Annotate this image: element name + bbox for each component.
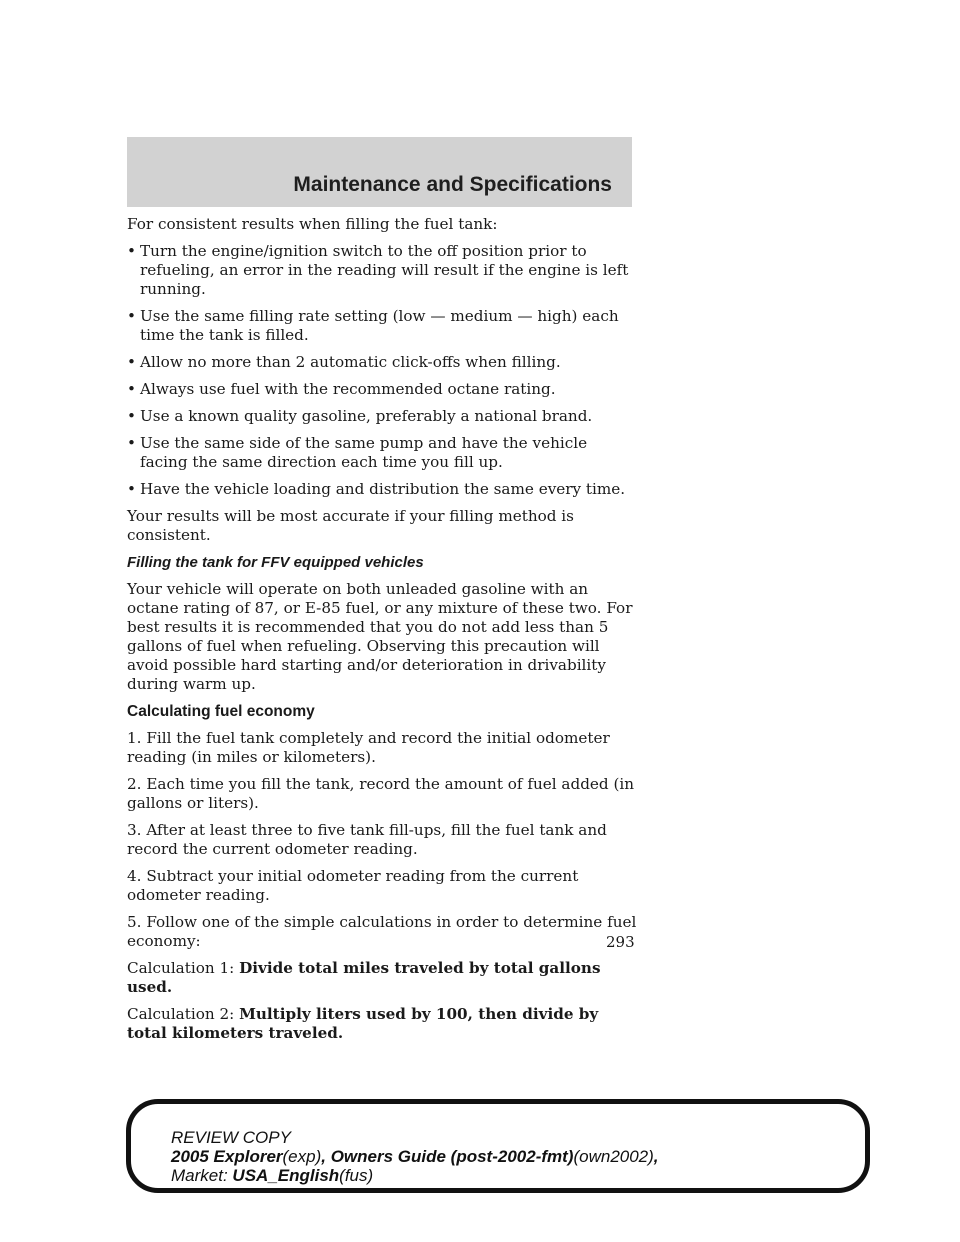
calculation-1-label: Calculation 1: bbox=[127, 959, 235, 977]
model-code: (exp) bbox=[282, 1147, 322, 1166]
intro-text: For consistent results when filling the fuel tank: bbox=[127, 215, 498, 233]
list-item: • Use a known quality gasoline, preferably a national brand. bbox=[127, 407, 637, 426]
separator: , bbox=[321, 1147, 331, 1166]
review-copy-text bbox=[171, 1128, 659, 1185]
step-4: 4. Subtract your initial odometer reading from the current odometer reading. bbox=[127, 867, 579, 904]
market-line bbox=[171, 1166, 659, 1185]
calculation-1-text: Divide total miles traveled by total gallons used. bbox=[127, 959, 601, 996]
list-item: • Turn the engine/ignition switch to the off position prior to refueling, an error in the reading will result if the engine is left running. bbox=[127, 242, 637, 299]
header-band bbox=[127, 137, 632, 207]
step-1: 1. Fill the fuel tank completely and record the initial odometer reading (in miles or kilometers). bbox=[127, 729, 610, 766]
page-number: 293 bbox=[606, 933, 635, 951]
fuel-economy-heading: Calculating fuel economy bbox=[127, 703, 315, 720]
ffv-body: Your vehicle will operate on both unleaded gasoline with an octane rating of 87, or E-85 fuel, or any mixture of these two. For best results it is recommended that you do not add less than 5 gallons of fuel when refueling. Observing this precaution will avoid possible hard starting and/or deterioration in drivability during warm up. bbox=[127, 580, 633, 693]
list-item: • Always use fuel with the recommended octane rating. bbox=[127, 380, 637, 399]
consistency-note: Your results will be most accurate if your filling method is consistent. bbox=[127, 507, 574, 544]
step-2: 2. Each time you fill the tank, record the amount of fuel added (in gallons or liters). bbox=[127, 775, 635, 812]
refuel-tips-list bbox=[127, 242, 637, 499]
calculation-2 bbox=[127, 1005, 637, 1043]
market-code: (fus) bbox=[339, 1166, 374, 1185]
guide-name: Owners Guide (post-2002-fmt) bbox=[330, 1147, 574, 1166]
market-name: USA_English bbox=[232, 1166, 340, 1185]
review-copy-box bbox=[126, 1099, 870, 1193]
calculation-2-label: Calculation 2: bbox=[127, 1005, 235, 1023]
model-name: 2005 Explorer bbox=[171, 1147, 283, 1166]
review-copy-label: REVIEW COPY bbox=[171, 1128, 291, 1147]
document-id-line bbox=[171, 1147, 659, 1166]
list-item: • Have the vehicle loading and distribution the same every time. bbox=[127, 480, 637, 499]
separator: , bbox=[653, 1147, 659, 1166]
calculation-2-text: Multiply liters used by 100, then divide by total kilometers traveled. bbox=[127, 1005, 599, 1042]
section-title: Maintenance and Specifications bbox=[293, 173, 612, 196]
calculation-1 bbox=[127, 959, 637, 997]
market-label: Market: bbox=[171, 1166, 228, 1185]
guide-code: (own2002) bbox=[573, 1147, 654, 1166]
step-3: 3. After at least three to five tank fill-ups, fill the fuel tank and record the current odometer reading. bbox=[127, 821, 607, 858]
page-content bbox=[127, 215, 637, 1051]
ffv-heading: Filling the tank for FFV equipped vehicles bbox=[127, 554, 424, 571]
list-item: • Allow no more than 2 automatic click-offs when filling. bbox=[127, 353, 637, 372]
list-item: • Use the same side of the same pump and have the vehicle facing the same direction each time you fill up. bbox=[127, 434, 637, 472]
list-item: • Use the same filling rate setting (low — medium — high) each time the tank is filled. bbox=[127, 307, 637, 345]
step-5: 5. Follow one of the simple calculations in order to determine fuel economy: bbox=[127, 913, 637, 950]
